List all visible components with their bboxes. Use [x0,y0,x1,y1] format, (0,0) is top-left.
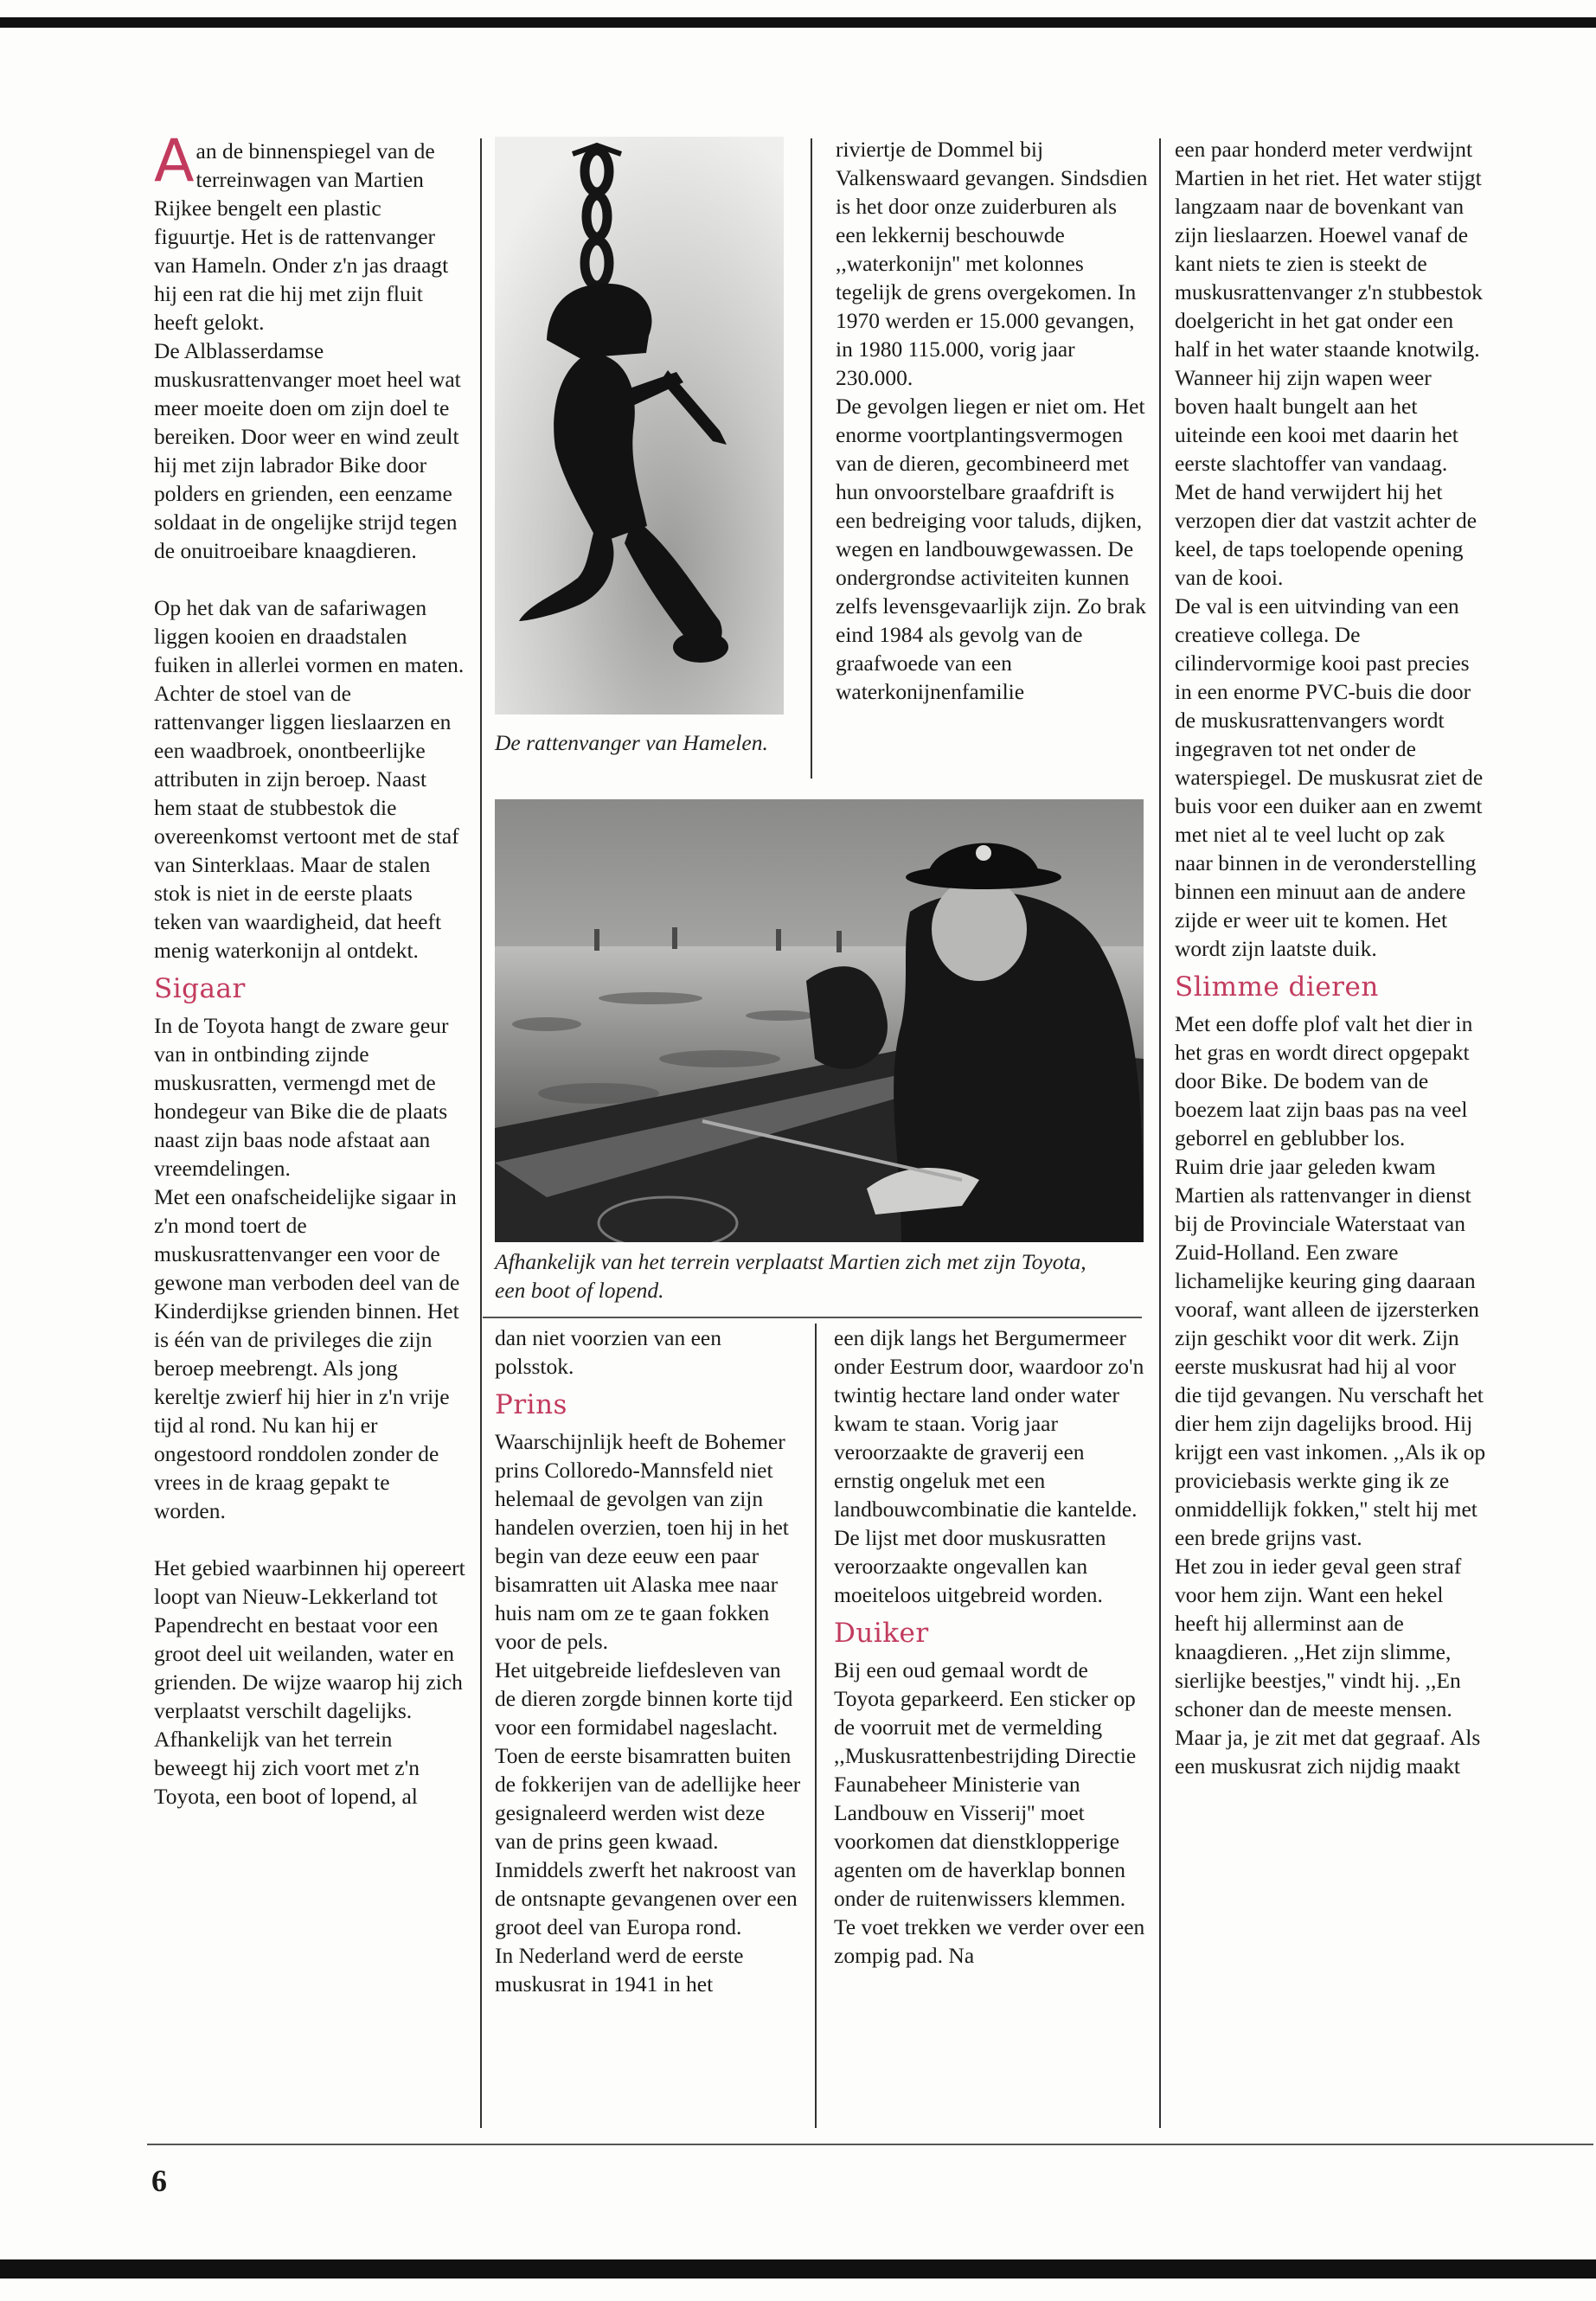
photo-rattenvanger-figurine [495,137,784,715]
paragraph: In de Toyota hangt de zware geur van in ontbinding zijnde muskusratten, vermengd met de hondegeur van Bike die de plaats naast zijn baas node afstaat aan vreemdelingen. [154,1013,449,1181]
paragraph: dan niet voorzien van een polsstok. [495,1325,721,1379]
subheading-duiker: Duiker [834,1618,929,1649]
column-rule [480,138,482,2128]
paragraph: Waarschijnlijk heeft de Bohemer prins Colloredo-Mannsfeld niet helemaal de gevolgen van zijn handelen overzien, toen hij in het begin van deze eeuw een paar bisamratten uit Alaska mee naar huis nam om ze te gaan fokken voor de pels. [495,1429,789,1654]
paragraph: De gevolgen liegen er niet om. Het enorme voortplantingsvermogen van de dieren, gecombineerd met hun onvoorstelbare graafdrift is een bedreiging voor taluds, dijken, wegen en landbouwgewassen. De ondergrondse activiteiten kunnen zelfs levensgevaarlijk zijn. Zo brak eind 1984 als gevolg van de graafwoede van een waterkonijnenfamilie [836,394,1146,704]
paragraph: Het gebied waarbinnen hij opereert loopt van Nieuw-Lekkerland tot Papendrecht en bestaat voor een groot deel uit weilanden, water en grienden. De wijze waarop hij zich verplaatst verschilt dagelijks. Afhankelijk van het terrein beweegt hij zich voort met z'n Toyota, een boot of lopend, al [154,1555,465,1809]
paragraph: De Alblasserdamse muskusrattenvanger moet heel wat meer moeite doen om zijn doel te bereiken. Door weer en wind zeult hij met zijn labrador Bike door polders en grienden, een eenzame soldaat in de ongelijke strijd tegen de onuitroeibare knaagdieren. [154,338,461,563]
paragraph: een paar honderd meter verdwijnt Martien in het riet. Het water stijgt langzaam naar de bovenkant van zijn lieslaarzen. Hoewel vanaf de kant niets te zien is steekt de muskusrattenvanger z'n stubbestok doelgericht in het gat onder een half in het water staande knotwilg. Wanneer hij zijn wapen weer boven haalt bungelt aan het uiteinde een kooi met daarin het eerste slachtoffer van vandaag. Met de hand verwijdert hij het verzopen dier dat vastzit achter de keel, de taps toelopende opening van de kooi. [1175,137,1483,590]
paragraph: Met een onafscheidelijke sigaar in z'n mond toert de muskusrattenvanger een voor de gewone man verboden deel van de Kinderdijkse grienden binnen. Het is één van de privileges die zijn beroep meebrengt. Als jong kereltje zwierf hij hier in z'n vrije tijd al rond. Nu kan hij er ongestoord ronddolen zonder de vrees in de kraag gepakt te worden. [154,1184,460,1523]
subheading-slimme-dieren: Slimme dieren [1175,971,1379,1003]
subheading-sigaar: Sigaar [154,973,246,1004]
paragraph: Toen de eerste bisamratten buiten de fokkerijen van de adellijke heer gesignaleerd werden wist deze van de prins geen kwaad. Inmiddels zwerft het nakroost van de ontsnapte gevangenen over een groot deel van Europa rond. [495,1743,801,1939]
paragraph: riviertje de Dommel bij Valkenswaard gevangen. Sindsdien is het door onze zuiderburen als een lekkernij beschouwde ,,waterkonijn'' met kolonnes tegelijk de grens overgekomen. In 1970 werden er 15.000 gevangen, in 1980 115.000, vorig jaar 230.000. [836,137,1148,390]
paragraph: een dijk langs het Bergumermeer onder Eestrum door, waardoor zo'n twintig hectare land onder water kwam te staan. Vorig jaar veroorzaakte de graverij een ernstig ongeluk met een landbouwcombinatie die kantelde. De lijst met door muskusratten veroorzaakte ongevallen kan moeiteloos uitgebreid worden. [834,1325,1144,1607]
paragraph: Ruim drie jaar geleden kwam Martien als rattenvanger in dienst bij de Provinciale Waterstaat van Zuid-Holland. Een zware lichamelijke keuring ging daaraan vooraf, want alleen de ijzersterken zijn geschikt voor dit werk. Zijn eerste muskusrat had hij al voor die tijd gevangen. Nu verschaft het dier hem zijn dagelijks brood. Hij krijgt een vast inkomen. ,,Als ik op proviciebasis werkte ging ik ze onmiddellijk fokken,'' stelt hij met een brede grijns vast. [1175,1154,1486,1550]
caption-rule [483,1317,1142,1318]
boat-photo-illustration [495,799,1144,1242]
page-number: 6 [151,2163,167,2198]
column-rule [1159,138,1161,2128]
footer-rule [147,2144,1593,2145]
paragraph: Te voet trekken we verder over een zompig pad. Na [834,1914,1145,1968]
column-rule [815,1324,817,2128]
article-column-3-bottom [834,1324,1147,2137]
figurine-illustration [495,137,784,715]
paragraph: In Nederland werd de eerste muskusrat in 1941 in het [495,1943,744,1997]
figurine-caption: De rattenvanger van Hamelen. [495,730,768,755]
top-border-bar [0,17,1596,28]
article-column-3-top [836,135,1149,792]
paragraph: Bij een oud gemaal wordt de Toyota geparkeerd. Een sticker op de voorruit met de vermelding ,,Muskusrattenbestrijding Directie Faunabeheer Ministerie van Landbouw en Visserij'' moet voorkomen dat dienstklopperige agenten om de haverklap bonnen onder de ruitenwissers klemmen. [834,1657,1137,1911]
paragraph: Het zou in ieder geval geen straf voor hem zijn. Want een hekel heeft hij allerminst aan de knaagdieren. ,,Het zijn slimme, sierlijke beestjes,'' vindt hij. ,,En schoner dan de meeste mensen. Maar ja, je zit met dat gegraaf. Als een muskusrat zich nijdig maakt [1175,1554,1481,1779]
article-column-2-bottom [495,1324,802,2137]
article-column-4 [1175,135,1488,2135]
subheading-prins: Prins [495,1389,567,1420]
paragraph: Het uitgebreide liefdesleven van de dieren zorgde binnen korte tijd voor een formidabel nageslacht. [495,1657,793,1740]
bottom-border-bar [0,2259,1596,2279]
intro-paragraph: Aan de binnenspiegel van de terreinwagen van Martien Rijkee bengelt een plastic figuurtje. Het is de rattenvanger van Hameln. Onder z'n jas draagt hij een rat die hij met zijn fluit heeft gelokt. [154,137,449,335]
photo-martien-in-boat [495,799,1144,1242]
paragraph: De val is een uitvinding van een creatieve collega. De cilindervormige kooi past precies in een enorme PVC-buis die door de muskusrattenvangers wordt ingegraven tot net onder de waterspiegel. De muskusrat ziet de buis voor een duiker aan en zwemt met niet al te veel lucht op zak naar binnen in de veronderstelling binnen een minuut aan de andere zijde er weer uit te komen. Het wordt zijn laatste duik. [1175,593,1484,961]
article-column-1 [154,137,465,2135]
column-rule [811,138,812,779]
paragraph: Met een doffe plof valt het dier in het gras en wordt direct opgepakt door Bike. De bodem van de boezem laat zijn baas pas na veel geborrel en geblubber los. [1175,1011,1473,1150]
drop-cap: A [154,137,195,195]
paragraph: Op het dak van de safariwagen liggen kooien en draadstalen fuiken in allerlei vormen en maten. Achter de stoel van de rattenvanger liggen lieslaarzen en een waadbroek, onontbeerlijke attributen in zijn beroep. Naast hem staat de stubbestok die overeenkomst vertoont met de staf van Sinterklaas. Maar de stalen stok is niet in de eerste plaats teken van waardigheid, dat heeft menig waterkonijn al ontdekt. [154,595,465,963]
boat-photo-caption: Afhankelijk van het terrein verplaatst Martien zich met zijn Toyota, een boot of lopend. [495,1249,1086,1303]
